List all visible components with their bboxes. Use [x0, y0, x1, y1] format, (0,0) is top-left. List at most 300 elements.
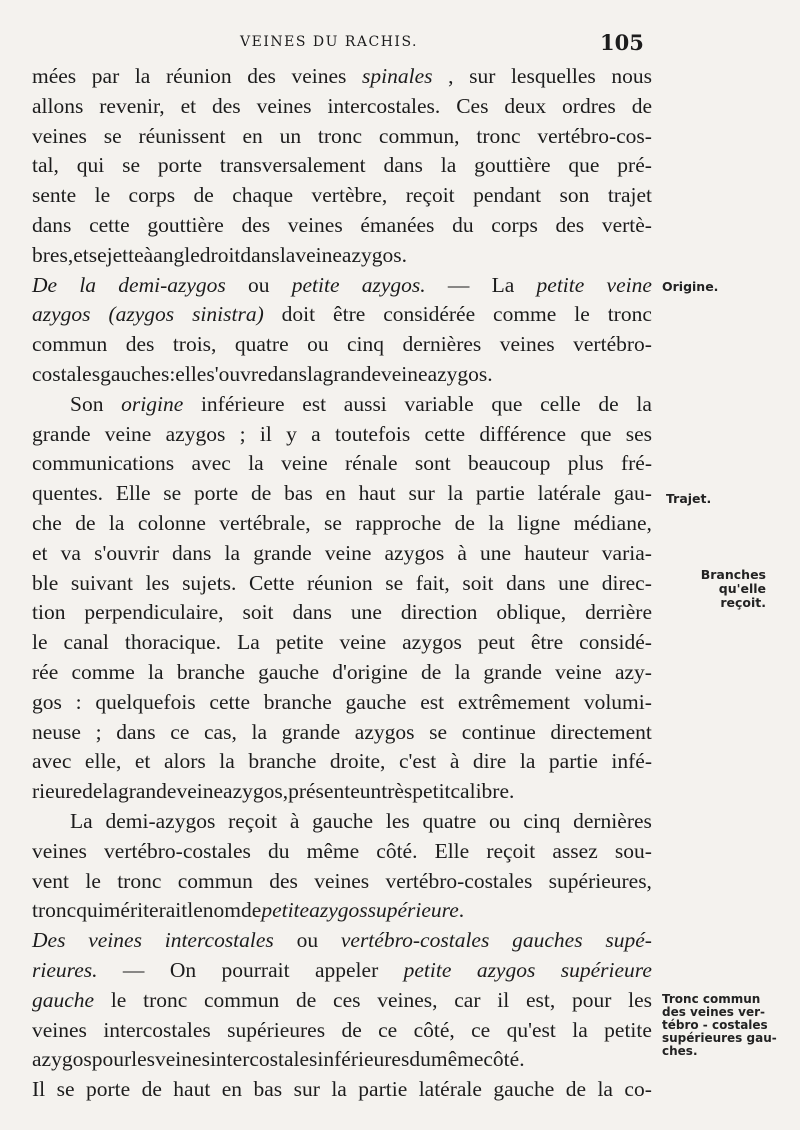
- word: alors: [163, 749, 206, 774]
- word: sente: [32, 183, 77, 208]
- page-header: [0, 30, 800, 60]
- word: dans: [292, 600, 332, 625]
- word: sujets.: [182, 570, 237, 595]
- word: même: [430, 1047, 484, 1072]
- word: de: [598, 391, 619, 416]
- word: neuse: [32, 719, 81, 744]
- word: gauches: [512, 928, 583, 953]
- word: la: [519, 749, 536, 774]
- word: celle: [540, 391, 581, 416]
- word: même: [306, 838, 360, 863]
- word: gos: [32, 689, 62, 714]
- margin-note-tronc-commun: [662, 993, 782, 1058]
- word: rapproche: [355, 510, 442, 535]
- word: avec: [32, 749, 72, 774]
- word: dans: [116, 719, 156, 744]
- word: bas: [284, 481, 313, 506]
- word: les: [628, 987, 652, 1012]
- text-line: [32, 956, 652, 986]
- word: de: [421, 659, 442, 684]
- word: tronc: [32, 898, 77, 923]
- word: branche: [248, 749, 317, 774]
- word: ,: [448, 64, 454, 88]
- word: chaque: [232, 183, 294, 208]
- word: latérale: [418, 1077, 482, 1102]
- word: médiane,: [573, 510, 652, 535]
- word: porte: [194, 481, 239, 506]
- word: latérale: [537, 481, 601, 506]
- word: veine: [555, 659, 602, 684]
- word: De: [32, 272, 58, 297]
- margin-note-trajet: Trajet.: [666, 491, 712, 506]
- word: azygos.: [427, 361, 493, 386]
- word: des: [212, 93, 241, 118]
- word: se: [385, 570, 404, 595]
- word: elle,: [84, 749, 122, 774]
- word: la: [440, 153, 457, 178]
- word: azygos.: [341, 242, 407, 267]
- word: veines: [256, 93, 312, 118]
- word: supérieure: [560, 957, 652, 982]
- word: veines,: [377, 987, 438, 1012]
- word: petite: [604, 1017, 652, 1042]
- word: vertébro-costales: [104, 838, 251, 863]
- word: ou: [307, 332, 329, 357]
- word: veine: [324, 540, 372, 565]
- word: ;: [95, 719, 102, 744]
- word: la: [331, 1077, 347, 1102]
- word: cette: [209, 689, 250, 714]
- word: la: [454, 659, 471, 684]
- word: gauche: [493, 1077, 555, 1102]
- word: sur: [293, 1077, 320, 1102]
- word: le: [574, 302, 590, 327]
- word: et: [134, 749, 151, 774]
- text-line: [32, 539, 652, 569]
- word: vent: [32, 868, 70, 893]
- word: inférieures: [317, 1047, 410, 1072]
- text-line: [32, 420, 652, 450]
- word: la: [597, 1077, 613, 1102]
- word: la: [306, 361, 323, 386]
- word: gau-: [613, 481, 652, 506]
- text-line: [32, 837, 652, 867]
- word: ce: [471, 1017, 491, 1042]
- word: fait,: [415, 570, 450, 595]
- word: veine: [104, 421, 152, 446]
- word: être: [530, 630, 564, 655]
- word: perpendiculaire,: [84, 600, 224, 625]
- word: à: [143, 242, 154, 267]
- word: comme: [493, 302, 557, 327]
- word: gouttière: [147, 212, 224, 237]
- word: présente: [288, 779, 360, 804]
- margin-note-origine: Origine.: [662, 279, 719, 294]
- word: pour: [571, 987, 612, 1012]
- word: :: [75, 689, 82, 714]
- word: ses: [625, 421, 652, 446]
- word: en: [242, 123, 263, 148]
- word: mées: [32, 64, 77, 88]
- word: Son: [70, 391, 104, 416]
- word: gauche: [258, 659, 320, 684]
- word: dans: [506, 570, 546, 595]
- word: toutefois: [334, 421, 411, 446]
- word: suivant: [70, 570, 133, 595]
- word: sinistra): [192, 302, 264, 327]
- word: de: [141, 1077, 162, 1102]
- word: différence: [479, 421, 567, 446]
- word: la: [279, 242, 296, 267]
- text-line: [32, 122, 652, 152]
- word: ou: [489, 808, 511, 833]
- word: et: [73, 242, 89, 267]
- word: grande: [32, 421, 91, 446]
- word: thoracique.: [124, 630, 222, 655]
- margin-note-line: tébro - costales: [662, 1018, 768, 1032]
- text-line: [32, 330, 652, 360]
- word: vertébro-costales: [340, 928, 490, 953]
- word: inférieure: [200, 391, 285, 416]
- word: transversalement: [219, 153, 366, 178]
- text-line: [32, 777, 652, 807]
- word: azygos: [354, 719, 415, 744]
- text-line: [32, 151, 652, 181]
- word: —: [447, 272, 470, 297]
- word: considérée: [383, 302, 476, 327]
- word: se: [163, 481, 182, 506]
- word: droit: [199, 242, 241, 267]
- word: appeler: [314, 957, 379, 982]
- word: à: [457, 540, 467, 565]
- word: nous: [611, 64, 652, 88]
- word: deux: [504, 93, 547, 118]
- word: quatre: [234, 332, 289, 357]
- word: gauche: [312, 808, 374, 833]
- word: est: [302, 391, 327, 416]
- word: des: [555, 212, 585, 237]
- margin-note-branches: [676, 568, 766, 610]
- word: commun: [204, 987, 280, 1012]
- word: la: [148, 659, 164, 684]
- word: cinq: [523, 808, 561, 833]
- word: porte: [157, 153, 203, 178]
- word: réunion: [306, 570, 373, 595]
- word: azygos.: [361, 272, 426, 297]
- word: vertèbre,: [311, 183, 388, 208]
- word: beaucoup: [468, 451, 551, 476]
- word: partie: [548, 749, 598, 774]
- word: du: [452, 212, 474, 237]
- word: par: [91, 64, 120, 88]
- word: la: [488, 510, 504, 535]
- word: rée: [32, 659, 59, 684]
- text-line: [32, 92, 652, 122]
- word: émanées: [360, 212, 435, 237]
- word: vertébrale,: [219, 510, 311, 535]
- word: à: [289, 808, 300, 833]
- word: y: [286, 421, 297, 446]
- word: quentes.: [32, 481, 104, 506]
- word: rieures.: [32, 957, 98, 982]
- word: branche: [176, 659, 245, 684]
- word: reçoit: [486, 838, 536, 863]
- word: va: [60, 540, 81, 565]
- margin-note-line: des veines ver-: [662, 1005, 765, 1019]
- word: la: [572, 1017, 588, 1042]
- word: car: [454, 987, 481, 1012]
- word: dans: [172, 540, 212, 565]
- word: comme: [71, 659, 135, 684]
- word: le: [32, 630, 48, 655]
- word: se: [103, 123, 122, 148]
- word: vertébro-: [573, 332, 652, 357]
- text-line: [32, 390, 652, 420]
- body-text: [32, 62, 652, 1105]
- word: du: [268, 838, 290, 863]
- word: spinales: [362, 64, 433, 88]
- word: de: [454, 510, 475, 535]
- word: d'origine: [332, 659, 408, 684]
- word: veine: [295, 242, 342, 267]
- word: communications: [32, 451, 175, 476]
- margin-note-line: Branches: [700, 567, 766, 582]
- word: se: [324, 510, 342, 535]
- word: La: [70, 808, 93, 833]
- word: azygos: [165, 421, 226, 446]
- word: trajet: [607, 183, 652, 208]
- word: que: [580, 421, 612, 446]
- word: fré-: [620, 451, 652, 476]
- word: direc-: [601, 570, 652, 595]
- word: la: [134, 64, 151, 88]
- word: grande: [281, 719, 341, 744]
- margin-note-line: ches.: [662, 1044, 698, 1058]
- word: la: [447, 481, 464, 506]
- word: Ces: [456, 93, 489, 118]
- word: tronc: [607, 302, 652, 327]
- text-line: [32, 271, 652, 301]
- word: direction: [400, 600, 478, 625]
- word: porte: [85, 1077, 131, 1102]
- word: veines: [155, 1047, 210, 1072]
- word: costales: [32, 361, 101, 386]
- word: veines: [32, 838, 87, 863]
- word: plus: [567, 451, 604, 476]
- word: petite: [536, 272, 585, 297]
- word: une: [350, 600, 382, 625]
- word: se: [88, 242, 107, 267]
- word: supérieure: [367, 898, 459, 923]
- word: ce: [378, 1017, 398, 1042]
- text-line: [32, 569, 652, 599]
- word: la: [251, 719, 268, 744]
- word: à: [449, 749, 460, 774]
- word: ou: [248, 272, 270, 297]
- word: intercostales: [209, 1047, 318, 1072]
- word: avec: [191, 451, 231, 476]
- text-line: [32, 718, 652, 748]
- word: colonne: [137, 510, 206, 535]
- word: petite: [291, 272, 340, 297]
- word: haut: [358, 481, 396, 506]
- margin-note-line: supérieures gau-: [662, 1031, 777, 1045]
- word: extrêmement: [457, 689, 571, 714]
- word: les: [131, 1047, 156, 1072]
- word: petite: [403, 957, 452, 982]
- word: gauche: [32, 987, 95, 1012]
- word: sou-: [614, 838, 652, 863]
- word: pendant: [473, 183, 542, 208]
- word: co-: [624, 1077, 652, 1102]
- word: petit: [412, 779, 451, 804]
- word: supérieures: [227, 1017, 326, 1042]
- word: supé-: [605, 928, 652, 953]
- word: de: [565, 1077, 587, 1102]
- text-line: [32, 658, 652, 688]
- word: qui: [76, 153, 105, 178]
- word: nom: [202, 898, 242, 923]
- word: gauche: [345, 689, 407, 714]
- word: droite,: [329, 749, 386, 774]
- word: vertè-: [601, 212, 652, 237]
- word: :: [169, 361, 176, 386]
- word: dans: [383, 153, 423, 178]
- word: pourrait: [221, 957, 290, 982]
- word: qu'est: [506, 1017, 556, 1042]
- word: que: [568, 153, 600, 178]
- word: de: [250, 481, 272, 506]
- word: tronc: [317, 123, 363, 148]
- word: hauteur: [524, 540, 589, 565]
- word: elle: [175, 361, 207, 386]
- word: sont: [414, 451, 451, 476]
- word: ou: [296, 928, 319, 953]
- word: petite: [275, 630, 324, 655]
- word: en: [325, 481, 346, 506]
- text-line: [32, 479, 652, 509]
- word: la: [224, 540, 241, 565]
- word: que: [491, 391, 523, 416]
- word: assez: [552, 838, 598, 863]
- word: des: [247, 64, 276, 88]
- margin-note-line: qu'elle reçoit.: [718, 581, 766, 610]
- word: un: [279, 123, 302, 148]
- word: azy-: [614, 659, 652, 684]
- word: réunion: [165, 64, 232, 88]
- word: dans: [240, 242, 280, 267]
- word: veine: [176, 779, 224, 804]
- word: cette: [89, 212, 130, 237]
- word: veines: [314, 868, 370, 893]
- word: doit: [281, 302, 316, 327]
- word: la: [79, 272, 97, 297]
- text-line: [32, 986, 652, 1016]
- word: quelquefois: [95, 689, 196, 714]
- word: mériterait: [103, 898, 188, 923]
- word: il: [497, 987, 510, 1012]
- word: côté.: [376, 838, 418, 863]
- word: azygos,: [223, 779, 289, 804]
- word: canal: [63, 630, 109, 655]
- word: soit: [462, 570, 494, 595]
- word: le: [187, 898, 203, 923]
- word: allons: [32, 93, 84, 118]
- word: vertébro-costales: [385, 868, 533, 893]
- word: ces: [333, 987, 361, 1012]
- word: supérieures,: [548, 868, 652, 893]
- word: La: [237, 630, 260, 655]
- word: intercostales: [164, 928, 274, 953]
- word: dernières: [402, 332, 482, 357]
- word: pour: [91, 1047, 132, 1072]
- word: cas,: [204, 719, 237, 744]
- word: de: [341, 1017, 362, 1042]
- word: tronc: [476, 123, 521, 148]
- word: très: [381, 779, 413, 804]
- word: corps: [128, 183, 176, 208]
- word: ordres: [562, 93, 616, 118]
- word: Elle: [434, 838, 470, 863]
- text-line: [32, 628, 652, 658]
- word: vertébro-cos-: [537, 123, 652, 148]
- word: azygos: [476, 957, 536, 982]
- text-line: [32, 598, 652, 628]
- word: peut: [477, 630, 515, 655]
- word: tion: [32, 600, 66, 625]
- word: veines: [499, 332, 555, 357]
- word: de: [82, 779, 103, 804]
- text-line: [32, 896, 652, 926]
- word: azygos: [384, 540, 445, 565]
- word: est: [420, 689, 445, 714]
- word: corps: [491, 212, 538, 237]
- word: reçoit: [228, 808, 278, 833]
- word: Il: [32, 1077, 46, 1102]
- word: veine: [339, 630, 387, 655]
- word: qui: [76, 898, 104, 923]
- word: lesquelles: [510, 64, 596, 88]
- word: azygos: [32, 1047, 92, 1072]
- word: et: [180, 93, 197, 118]
- word: sur: [408, 481, 435, 506]
- word: la: [108, 510, 125, 535]
- word: .: [458, 898, 465, 923]
- word: s'ouvrir: [94, 540, 159, 565]
- text-line: [32, 747, 652, 777]
- word: du: [409, 1047, 431, 1072]
- word: gouttière: [474, 153, 551, 178]
- text-line: [32, 1075, 652, 1105]
- word: sur: [469, 64, 496, 88]
- word: Cette: [249, 570, 295, 595]
- word: La: [491, 272, 515, 297]
- word: est,: [525, 987, 556, 1012]
- word: une: [480, 540, 512, 565]
- word: partie: [358, 1077, 408, 1102]
- text-line: [32, 211, 652, 241]
- word: son: [559, 183, 590, 208]
- word: côté.: [483, 1047, 525, 1072]
- word: dans: [32, 212, 72, 237]
- word: demi-azygos: [105, 808, 216, 833]
- text-line: [32, 300, 652, 330]
- word: gauches: [100, 361, 170, 386]
- text-line: [32, 241, 652, 271]
- word: ble: [32, 570, 59, 595]
- word: grande: [483, 659, 542, 684]
- word: derrière: [585, 600, 652, 625]
